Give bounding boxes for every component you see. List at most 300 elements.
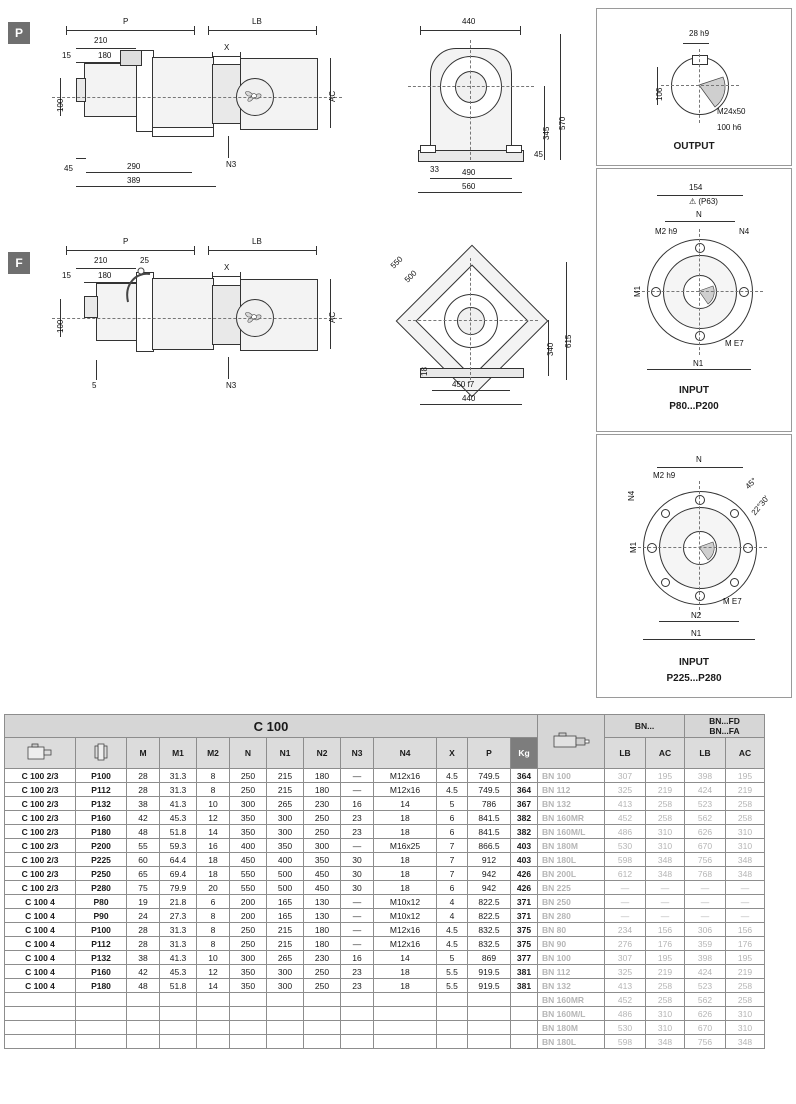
cell-n3: 23 [341, 811, 374, 825]
cell-n2: 180 [304, 783, 341, 797]
front-bore-inner [455, 71, 487, 103]
cell-m: 55 [127, 839, 160, 853]
dim-label-100h6: 100 h6 [717, 123, 742, 132]
dimensions-table [4, 714, 765, 1049]
col-header-n2: N2 [304, 738, 341, 769]
cell-n2: 230 [304, 797, 341, 811]
cell-n1: 165 [267, 895, 304, 909]
cell-n2: 130 [304, 895, 341, 909]
dim-tick [194, 26, 195, 35]
cell-n2: 250 [304, 965, 341, 979]
cell-p: 841.5 [468, 825, 511, 839]
dim-label-33: 33 [430, 165, 439, 174]
cell-empty [304, 1021, 341, 1035]
cell-series: C 100 4 [5, 965, 76, 979]
cell-bnfd-ac: 219 [726, 965, 765, 979]
cell-bnfd-ac: 348 [726, 867, 765, 881]
cell-series: C 100 2/3 [5, 853, 76, 867]
cell-bnfd-ac: 310 [726, 825, 765, 839]
cell-bnfd-ac: 219 [726, 783, 765, 797]
cell-series: C 100 2/3 [5, 797, 76, 811]
cell-n: 350 [230, 979, 267, 993]
cell-m1: 64.4 [160, 853, 197, 867]
dim-label-p: P [123, 17, 129, 26]
cell-kg: 371 [511, 895, 538, 909]
cell-n1: 215 [267, 783, 304, 797]
cell-m2: 10 [197, 951, 230, 965]
dim-label-106: 106 [655, 87, 664, 101]
centre-line-h [661, 85, 739, 86]
cell-bn-name: BN 100 [538, 769, 605, 783]
cell-bn-lb: 486 [605, 1007, 646, 1021]
cell-x: 7 [437, 839, 468, 853]
table-row [5, 839, 765, 853]
cell-empty [304, 1007, 341, 1021]
cell-n: 200 [230, 895, 267, 909]
cell-n2: 130 [304, 909, 341, 923]
cell-bn-ac: 348 [646, 867, 685, 881]
cell-m1: 21.8 [160, 895, 197, 909]
col-header-m1: M1 [160, 738, 197, 769]
cell-bn-ac: 310 [646, 825, 685, 839]
cell-series: C 100 2/3 [5, 881, 76, 895]
cell-empty [197, 1021, 230, 1035]
dim-label-2230: 22°30' [749, 493, 771, 518]
leader-line [96, 360, 97, 380]
cell-bn-lb: 413 [605, 797, 646, 811]
cell-m1: 59.3 [160, 839, 197, 853]
cell-empty [468, 1007, 511, 1021]
cell-m: 24 [127, 909, 160, 923]
dim-line [208, 250, 316, 251]
bn-fd-line2: BN...FA [709, 726, 740, 736]
cell-empty [160, 1007, 197, 1021]
table-row [5, 965, 765, 979]
centre-line-v [470, 40, 471, 160]
cell-n3: 16 [341, 797, 374, 811]
cell-bn-ac: 258 [646, 979, 685, 993]
cell-kg: 375 [511, 923, 538, 937]
centre-line-v [699, 481, 700, 615]
cell-empty [127, 1035, 160, 1049]
cell-n1: 215 [267, 923, 304, 937]
cell-m2: 18 [197, 853, 230, 867]
cell-n1: 300 [267, 825, 304, 839]
dim-line [212, 56, 240, 57]
dim-line [76, 186, 216, 187]
centre-line-h [408, 320, 538, 321]
cell-n2: 350 [304, 853, 341, 867]
cell-bn-name: BN 180L [538, 1035, 605, 1049]
cell-empty [230, 993, 267, 1007]
cell-m2: 8 [197, 783, 230, 797]
dim-label-m1: M1 [629, 541, 638, 553]
dim-label-x: X [224, 43, 230, 52]
bolt-hole [730, 509, 739, 518]
cell-bnfd-lb: 626 [685, 1007, 726, 1021]
table-row [5, 825, 765, 839]
cell-series: C 100 4 [5, 923, 76, 937]
dim-label-lb: LB [252, 237, 262, 246]
cell-empty [5, 1021, 76, 1035]
dim-line [683, 43, 709, 44]
cell-empty [230, 1021, 267, 1035]
dim-label-n1: N1 [693, 359, 704, 368]
cell-n4: 18 [374, 853, 437, 867]
cell-bn-name: BN 80 [538, 923, 605, 937]
dim-label-450f7: 450 f7 [452, 380, 475, 389]
cell-m2: 14 [197, 825, 230, 839]
cell-bn-name: BN 112 [538, 783, 605, 797]
dim-tick [66, 246, 67, 255]
table-row [5, 993, 765, 1007]
cell-bn-ac: — [646, 895, 685, 909]
cell-p: 919.5 [468, 965, 511, 979]
dim-tick [316, 26, 317, 35]
cell-p: 869 [468, 951, 511, 965]
cell-empty [197, 1007, 230, 1021]
cell-bn-lb: — [605, 909, 646, 923]
cell-bnfd-lb: 523 [685, 979, 726, 993]
cell-p: 749.5 [468, 783, 511, 797]
cell-series: C 100 2/3 [5, 811, 76, 825]
cell-n1: 265 [267, 797, 304, 811]
cell-empty [341, 1007, 374, 1021]
dim-label-28h9: 28 h9 [689, 29, 710, 38]
cell-bnfd-ac: 310 [726, 839, 765, 853]
motor-icon [551, 732, 591, 750]
cell-bn-ac: 258 [646, 797, 685, 811]
cell-empty [5, 1007, 76, 1021]
cell-kg: 426 [511, 867, 538, 881]
cell-bn-lb: 452 [605, 811, 646, 825]
cell-bn-lb: 530 [605, 839, 646, 853]
cell-bn-ac: 258 [646, 993, 685, 1007]
cell-empty [267, 1007, 304, 1021]
cell-n3: — [341, 895, 374, 909]
dim-tick [316, 246, 317, 255]
cell-series: C 100 2/3 [5, 825, 76, 839]
dim-line [212, 276, 240, 277]
dim-label-n2: N2 [691, 611, 702, 620]
dim-line [86, 172, 192, 173]
dim-line [76, 48, 136, 49]
cell-bn-ac: 310 [646, 839, 685, 853]
bolt-hole [730, 578, 739, 587]
f-front-bore-inner [457, 307, 485, 335]
dim-label-560: 560 [462, 182, 476, 191]
cell-m1: 41.3 [160, 797, 197, 811]
cell-m1: 79.9 [160, 881, 197, 895]
cell-empty [374, 1021, 437, 1035]
cell-kg: 382 [511, 811, 538, 825]
dim-label-n: N [696, 455, 702, 464]
cell-empty [5, 1035, 76, 1049]
cell-bnfd-lb: 306 [685, 923, 726, 937]
cell-bnfd-lb: 424 [685, 783, 726, 797]
cell-bnfd-ac: 310 [726, 1007, 765, 1021]
cell-n2: 250 [304, 979, 341, 993]
dim-label-210: 210 [94, 36, 108, 45]
cell-bn-name: BN 200L [538, 867, 605, 881]
table-row [5, 909, 765, 923]
table-row [5, 769, 765, 783]
cell-x: 5.5 [437, 965, 468, 979]
front-foot-right [506, 145, 522, 153]
cell-empty [511, 993, 538, 1007]
cell-bnfd-ac: 348 [726, 1035, 765, 1049]
dim-line [76, 62, 84, 63]
bn-fd-line1: BN...FD [709, 716, 740, 726]
housing-top-cap [120, 50, 142, 66]
cell-motor-size: P160 [76, 965, 127, 979]
dim-line [76, 158, 86, 159]
table-row [5, 1021, 765, 1035]
cell-kg: 371 [511, 909, 538, 923]
cell-bn-name: BN 180M [538, 1021, 605, 1035]
cell-m2: 6 [197, 895, 230, 909]
cell-n1: 215 [267, 937, 304, 951]
view-tag-p: P [8, 22, 30, 44]
dim-label-100: 100 [56, 319, 65, 333]
cell-n2: 450 [304, 867, 341, 881]
cell-bn-ac: 195 [646, 769, 685, 783]
cell-n4: M12x16 [374, 923, 437, 937]
dim-line [66, 250, 194, 251]
cell-empty [468, 1035, 511, 1049]
cell-empty [197, 1035, 230, 1049]
dim-label-389: 389 [127, 176, 141, 185]
dim-line [566, 262, 567, 380]
cell-n4: M12x16 [374, 769, 437, 783]
dim-line [657, 195, 743, 196]
cell-x: 7 [437, 853, 468, 867]
dim-label-500: 500 [402, 268, 419, 285]
cell-bnfd-lb: 626 [685, 825, 726, 839]
cell-n2: 180 [304, 923, 341, 937]
cell-motor-size: P180 [76, 825, 127, 839]
cell-bn-name: BN 112 [538, 965, 605, 979]
cell-bn-lb: 598 [605, 853, 646, 867]
centre-line-h [637, 291, 763, 292]
table-header-row [5, 738, 765, 769]
cell-series: C 100 2/3 [5, 839, 76, 853]
cell-bn-lb: 413 [605, 979, 646, 993]
cell-n3: — [341, 839, 374, 853]
cell-bnfd-ac: 258 [726, 993, 765, 1007]
cell-m: 42 [127, 811, 160, 825]
input2-title: INPUT [679, 657, 709, 668]
cell-empty [127, 1021, 160, 1035]
dim-line [66, 30, 194, 31]
cell-bn-lb: 486 [605, 825, 646, 839]
dim-label-550: 550 [388, 254, 405, 271]
dim-label-100: 100 [56, 98, 65, 112]
cell-m: 28 [127, 783, 160, 797]
gearbox-icon [26, 742, 54, 762]
bolt-hole [695, 495, 705, 505]
dim-label-180: 180 [98, 51, 112, 60]
col-header-p: P [468, 738, 511, 769]
cell-bn-name: BN 100 [538, 951, 605, 965]
cell-empty [267, 993, 304, 1007]
dim-line [659, 621, 739, 622]
cell-x: 6 [437, 825, 468, 839]
bolt-hole [647, 543, 657, 553]
cell-n3: — [341, 783, 374, 797]
cell-bnfd-ac: — [726, 909, 765, 923]
centre-line-v [699, 229, 700, 355]
dim-line [420, 404, 522, 405]
cell-m: 48 [127, 979, 160, 993]
cell-bnfd-lb: 398 [685, 769, 726, 783]
shaft-stub [76, 78, 86, 102]
cell-empty [374, 993, 437, 1007]
bn-header: BN... [605, 715, 685, 738]
cell-bnfd-lb: — [685, 895, 726, 909]
cell-bn-name: BN 160M/L [538, 825, 605, 839]
cell-bnfd-ac: 310 [726, 1021, 765, 1035]
bolt-hole [651, 287, 661, 297]
cell-empty [230, 1007, 267, 1021]
bolt-hole [739, 287, 749, 297]
cell-n2: 180 [304, 769, 341, 783]
bolt-hole [661, 509, 670, 518]
cell-n: 350 [230, 825, 267, 839]
dim-label-45deg: 45° [743, 476, 759, 491]
cell-bn-ac: 348 [646, 1035, 685, 1049]
input1-title: INPUT [679, 385, 709, 396]
cell-empty [341, 1035, 374, 1049]
cell-bnfd-lb: 424 [685, 965, 726, 979]
cell-bnfd-ac: 258 [726, 811, 765, 825]
cell-bn-name: BN 225 [538, 881, 605, 895]
cell-empty [437, 1021, 468, 1035]
dim-label-lb: LB [252, 17, 262, 26]
cell-n: 200 [230, 909, 267, 923]
cell-m: 19 [127, 895, 160, 909]
dim-line [208, 30, 316, 31]
cell-bn-lb: 325 [605, 783, 646, 797]
dim-label-n3: N3 [226, 160, 237, 169]
cell-x: 5 [437, 797, 468, 811]
centre-line-v [699, 49, 700, 123]
cell-motor-size: P112 [76, 937, 127, 951]
centre-line-h [633, 547, 767, 548]
bn-motor-icon-header [538, 715, 605, 769]
cell-m1: 51.8 [160, 825, 197, 839]
cell-m: 48 [127, 825, 160, 839]
foot-base [152, 127, 214, 137]
cell-m1: 27.3 [160, 909, 197, 923]
cell-n4: 18 [374, 979, 437, 993]
table-row [5, 1007, 765, 1021]
dim-label-15: 15 [62, 271, 71, 280]
centre-line-v [470, 258, 471, 380]
cell-empty [160, 1021, 197, 1035]
dim-label-570: 570 [558, 116, 567, 130]
cell-bn-lb: — [605, 881, 646, 895]
cell-x: 6 [437, 811, 468, 825]
cell-bnfd-lb: 670 [685, 1021, 726, 1035]
cell-motor-size: P280 [76, 881, 127, 895]
cell-n4: M12x16 [374, 783, 437, 797]
cell-bnfd-lb: 523 [685, 797, 726, 811]
dim-label-m24x50: M24x50 [717, 107, 746, 116]
cell-n4: 18 [374, 825, 437, 839]
dim-label-x: X [224, 263, 230, 272]
cell-n1: 300 [267, 811, 304, 825]
fan-icon [240, 82, 268, 110]
fan-icon [240, 303, 268, 331]
cell-p: 749.5 [468, 769, 511, 783]
cell-bn-lb: — [605, 895, 646, 909]
dim-label-me7: M E7 [723, 597, 742, 606]
cell-p: 841.5 [468, 811, 511, 825]
cell-m1: 69.4 [160, 867, 197, 881]
dim-label-440: 440 [462, 17, 476, 26]
flange-block [84, 63, 138, 117]
dim-label-18: 18 [420, 367, 429, 376]
table-body [5, 769, 765, 1049]
bolt-hole [695, 331, 705, 341]
dim-line [643, 639, 755, 640]
dim-label-210: 210 [94, 256, 108, 265]
col-header-kg: Kg [511, 738, 538, 769]
cell-series: C 100 4 [5, 937, 76, 951]
cell-n: 250 [230, 783, 267, 797]
cell-m: 38 [127, 951, 160, 965]
cell-m2: 8 [197, 909, 230, 923]
input2-subtitle: P225...P280 [666, 673, 722, 684]
dim-label-m2h9: M2 h9 [655, 227, 678, 236]
cell-bnfd-ac: 156 [726, 923, 765, 937]
table-row [5, 979, 765, 993]
cell-bnfd-ac: 258 [726, 797, 765, 811]
cell-x: 6 [437, 881, 468, 895]
cell-n2: 250 [304, 825, 341, 839]
cell-x: 4.5 [437, 923, 468, 937]
cell-empty [267, 1021, 304, 1035]
cell-empty [511, 1035, 538, 1049]
cell-n4: 14 [374, 951, 437, 965]
cell-n3: 23 [341, 979, 374, 993]
cell-p: 919.5 [468, 979, 511, 993]
cell-bnfd-ac: — [726, 881, 765, 895]
col-header-x: X [437, 738, 468, 769]
cell-bnfd-lb: — [685, 909, 726, 923]
cell-motor-size: P160 [76, 811, 127, 825]
cell-n1: 165 [267, 909, 304, 923]
cell-x: 7 [437, 867, 468, 881]
leader-line [228, 136, 229, 158]
dim-tick [520, 26, 521, 35]
cell-m: 28 [127, 937, 160, 951]
cell-n4: M12x16 [374, 937, 437, 951]
cell-bn-lb: 452 [605, 993, 646, 1007]
cell-kg: 382 [511, 825, 538, 839]
table-row [5, 1035, 765, 1049]
input1-subtitle: P80...P200 [669, 401, 719, 412]
bolt-hole [661, 578, 670, 587]
cell-empty [76, 1021, 127, 1035]
cell-empty [511, 1007, 538, 1021]
cell-empty [468, 1021, 511, 1035]
dim-label-p63: ⚠ (P63) [689, 197, 718, 206]
cell-kg: 377 [511, 951, 538, 965]
cell-bnfd-lb: 756 [685, 1035, 726, 1049]
cell-m: 38 [127, 797, 160, 811]
